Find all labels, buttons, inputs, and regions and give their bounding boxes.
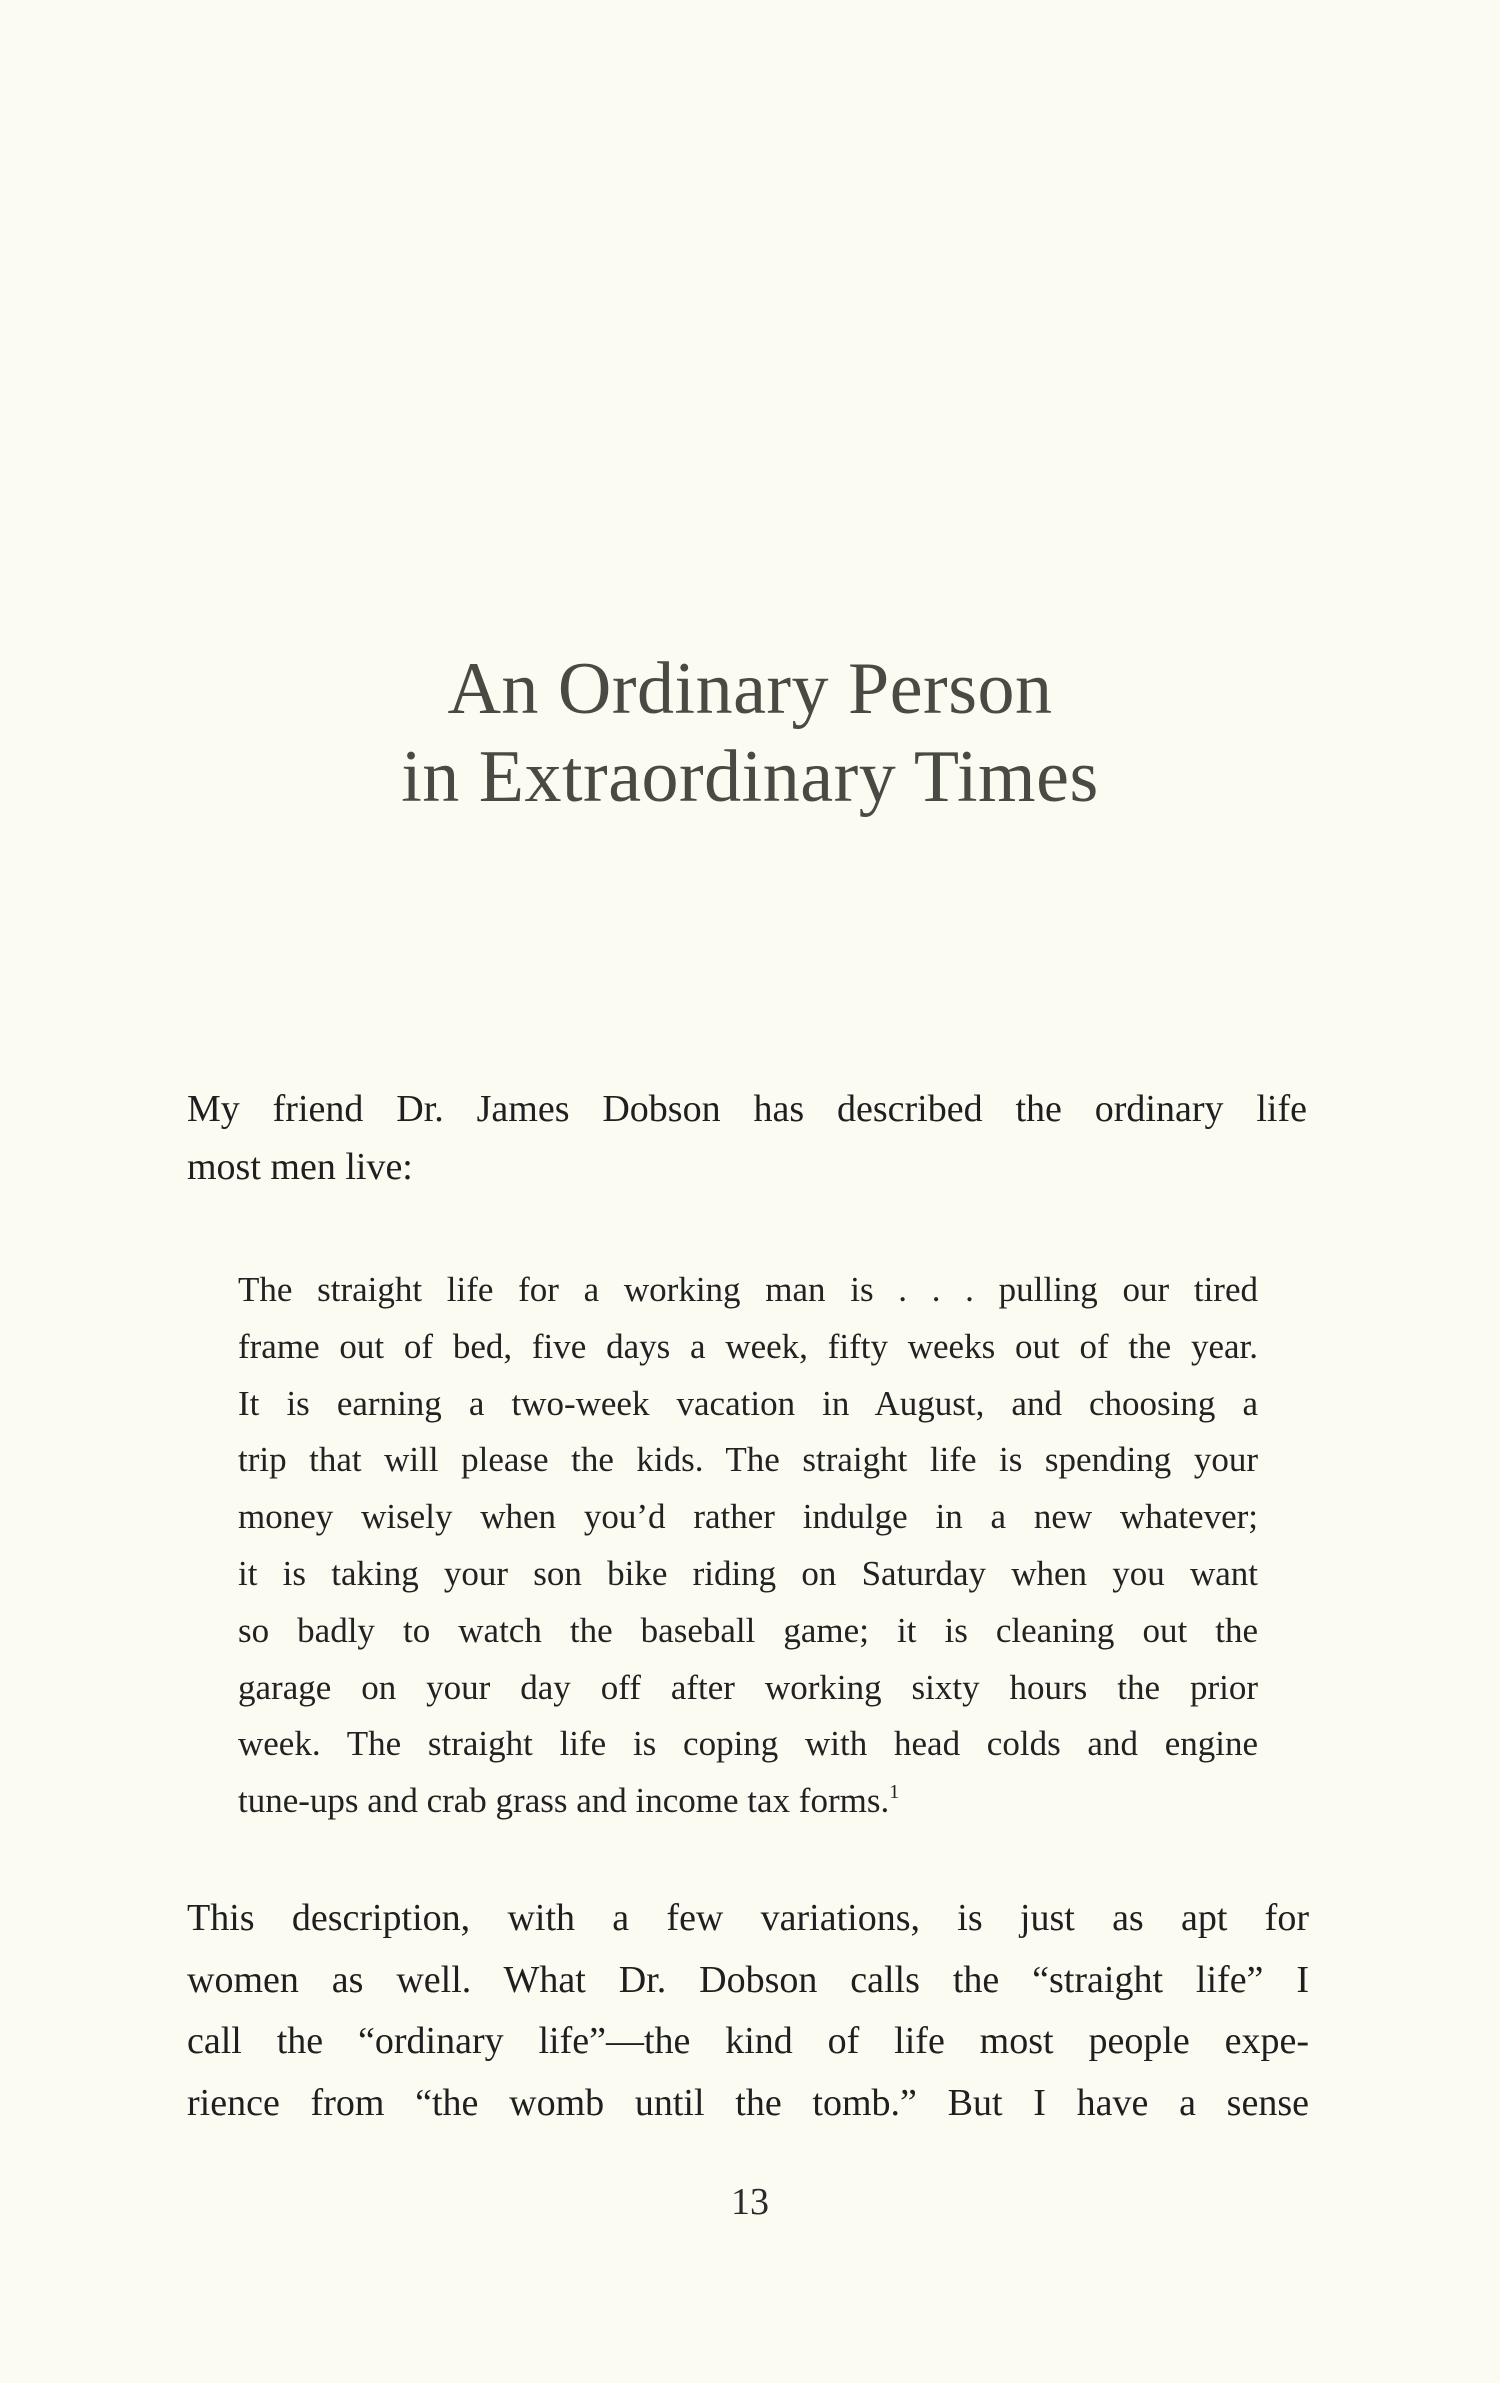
quote-line: tune-ups and crab grass and income tax forms. <box>238 1781 890 1821</box>
chapter-title-line-1: An Ordinary Person <box>447 648 1053 730</box>
intro-paragraph <box>187 1080 1307 1196</box>
chapter-title <box>0 645 1500 821</box>
quote-line: frame out of bed, five days a week, fifty weeks out of the year. <box>238 1326 1258 1366</box>
closing-line: women as well. What Dr. Dobson calls the “straight life” I <box>187 1958 1309 2001</box>
intro-line: most men live: <box>187 1146 413 1188</box>
quote-line: The straight life for a working man is . . . pulling our tired <box>238 1270 1258 1309</box>
quote-line: money wisely when you’d rather indulge in a new whatever; <box>238 1497 1258 1537</box>
quote-line: so badly to watch the baseball game; it is cleaning out the <box>238 1610 1258 1650</box>
quote-line: trip that will please the kids. The straight life is spending your <box>238 1440 1258 1480</box>
quote-line: It is earning a two-week vacation in August, and choosing a <box>238 1383 1258 1423</box>
closing-line: rience from “the womb until the tomb.” But I have a sense <box>187 2081 1309 2124</box>
block-quote <box>238 1262 1258 1830</box>
intro-line: My friend Dr. James Dobson has described the ordinary life <box>187 1088 1307 1130</box>
chapter-title-line-2: in Extraordinary Times <box>401 736 1099 818</box>
footnote-marker[interactable]: 1 <box>889 1781 900 1804</box>
quote-line: week. The straight life is coping with head colds and engine <box>238 1724 1258 1764</box>
closing-paragraph <box>187 1888 1309 2134</box>
quote-line: it is taking your son bike riding on Saturday when you want <box>238 1553 1258 1593</box>
quote-line: garage on your day off after working sixty hours the prior <box>238 1667 1258 1707</box>
closing-line: This description, with a few variations, is just as apt for <box>187 1897 1309 1939</box>
page-number: 13 <box>731 2181 769 2223</box>
quote-last-line <box>238 1773 1258 1830</box>
closing-line: call the “ordinary life”—the kind of life most people expe- <box>187 2020 1309 2062</box>
